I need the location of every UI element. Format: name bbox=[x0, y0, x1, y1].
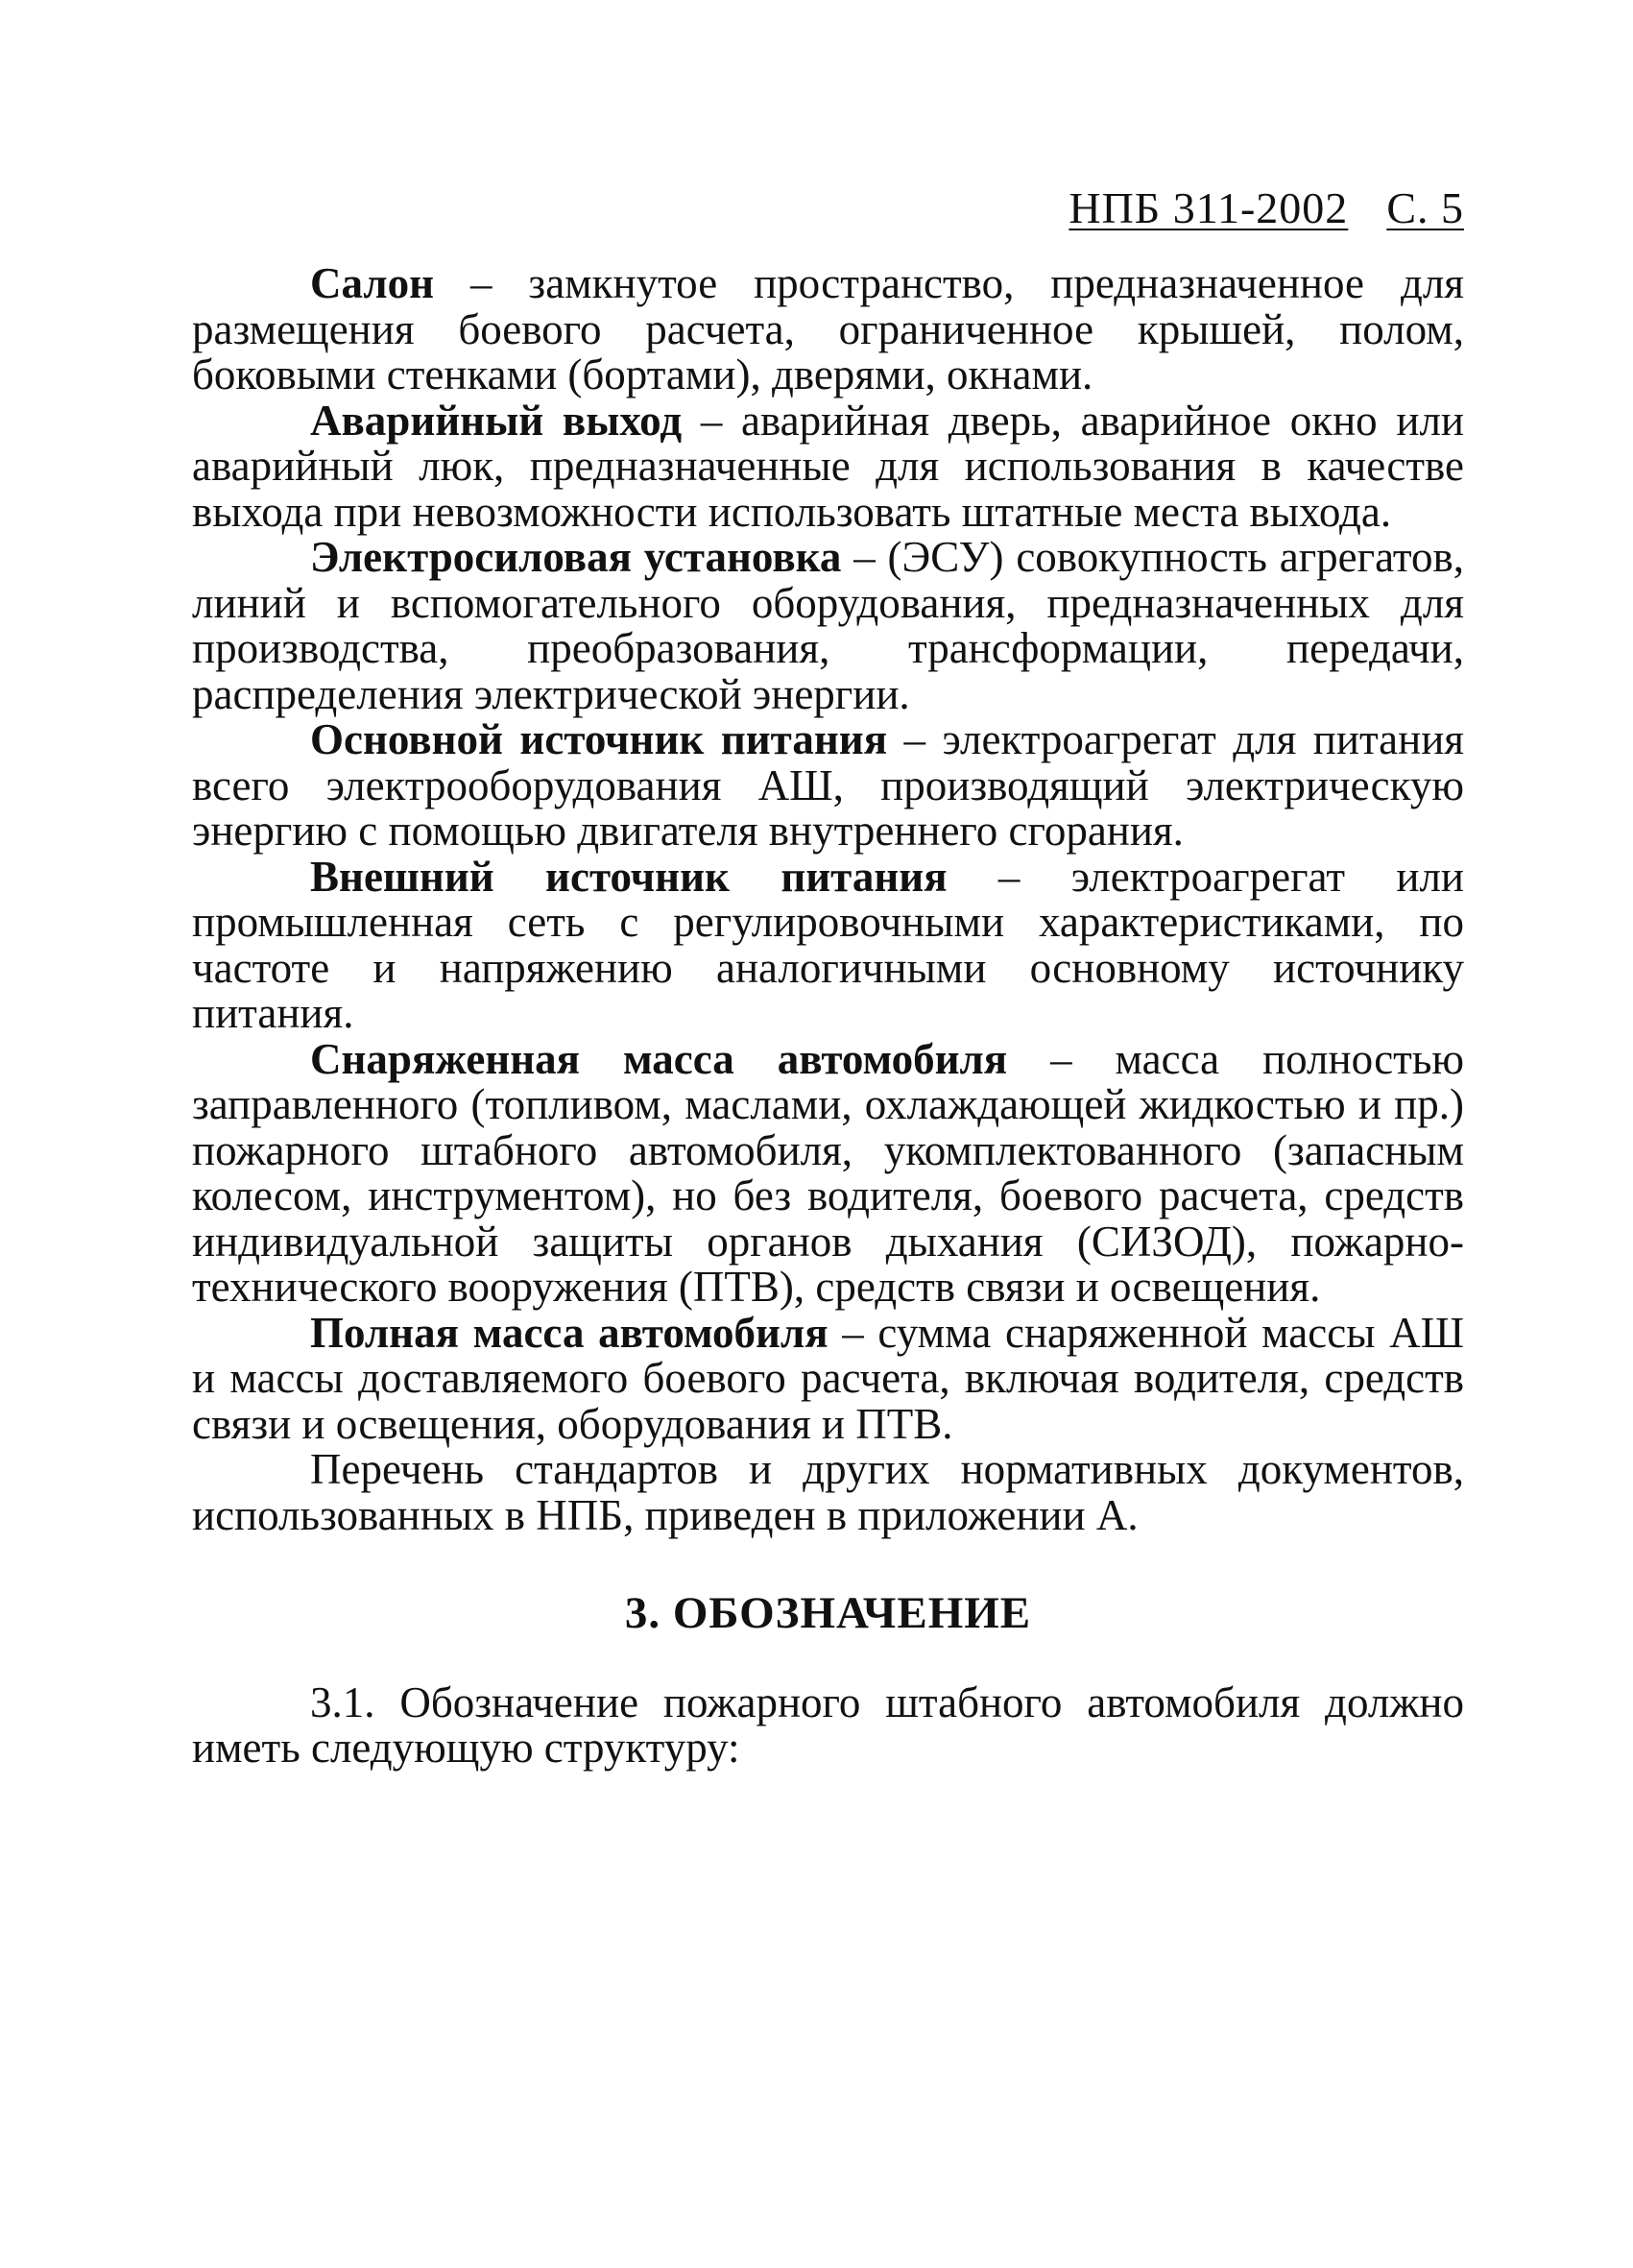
definition-power-unit bbox=[192, 535, 1464, 717]
definition-term: Салон bbox=[310, 259, 435, 307]
definition-emergency-exit bbox=[192, 398, 1464, 536]
definition-text: – электроагрегат для питания всего электрооборудования АШ, производящий электрическую энергию с помощью двигателя внутреннего сгорания. bbox=[192, 715, 1465, 855]
definition-term: Основной источник питания bbox=[310, 715, 888, 763]
document-body bbox=[192, 261, 1464, 1772]
definition-text: – электроагрегат или промышленная сеть с регулировочными характеристиками, по частоте и напряжению аналогичными основному источнику питания. bbox=[192, 852, 1465, 1037]
reference-note: Перечень стандартов и других нормативных документов, использованных в НПБ, приведен в приложении А. bbox=[192, 1445, 1464, 1539]
definition-external-power-source bbox=[192, 852, 1465, 1037]
definition-gross-weight bbox=[192, 1308, 1464, 1448]
document-code: НПБ 311-2002 bbox=[1069, 183, 1349, 232]
definition-main-power-source bbox=[192, 717, 1464, 855]
definition-term: Снаряженная масса автомобиля bbox=[310, 1034, 1008, 1083]
definition-term: Полная масса автомобиля bbox=[310, 1308, 829, 1357]
definition-term: Электросиловая установка bbox=[310, 533, 842, 581]
definition-term: Внешний источник питания bbox=[310, 852, 948, 901]
definition-text: – сумма снаряженной массы АШ и массы доставляемого боевого расчета, включая водителя, средств связи и освещения, оборудования и ПТВ. bbox=[192, 1308, 1464, 1448]
definition-curb-weight bbox=[192, 1034, 1464, 1311]
definition-text: – аварийная дверь, аварийное окно или аварийный люк, предназначенные для использования в качестве выхода при невозможности использовать штатные места выхода. bbox=[192, 396, 1464, 536]
definition-term: Аварийный выход bbox=[310, 396, 683, 445]
definition-text: – масса полностью заправленного (топливом, маслами, охлаждающей жидкостью и пр.) пожарного штабного автомобиля, укомплектованного (запасным колесом, инструментом), но без водителя, боевого расчета, средств индивидуальной защиты органов дыхания (СИЗОД), пожарно-технического вооружения (ПТВ), средств связи и освещения. bbox=[192, 1034, 1464, 1311]
definition-text: – замкнутое пространство, предназначенное для размещения боевого расчета, ограниченное крышей, полом, боковыми стенками (бортами), дверями, окнами. bbox=[192, 259, 1464, 398]
definition-text: – (ЭСУ) совокупность агрегатов, линий и вспомогательного оборудования, предназначенных для производства, преобразования, трансформации, передачи, распределения электрической энергии. bbox=[192, 533, 1464, 718]
section-clause: 3.1. Обозначение пожарного штабного автомобиля должно иметь следующую структуру: bbox=[192, 1677, 1464, 1772]
definition-salon bbox=[192, 261, 1464, 398]
page-number: С. 5 bbox=[1386, 183, 1464, 232]
section-title: 3. ОБОЗНАЧЕНИЕ bbox=[624, 1588, 1032, 1638]
page-header bbox=[1069, 182, 1464, 233]
